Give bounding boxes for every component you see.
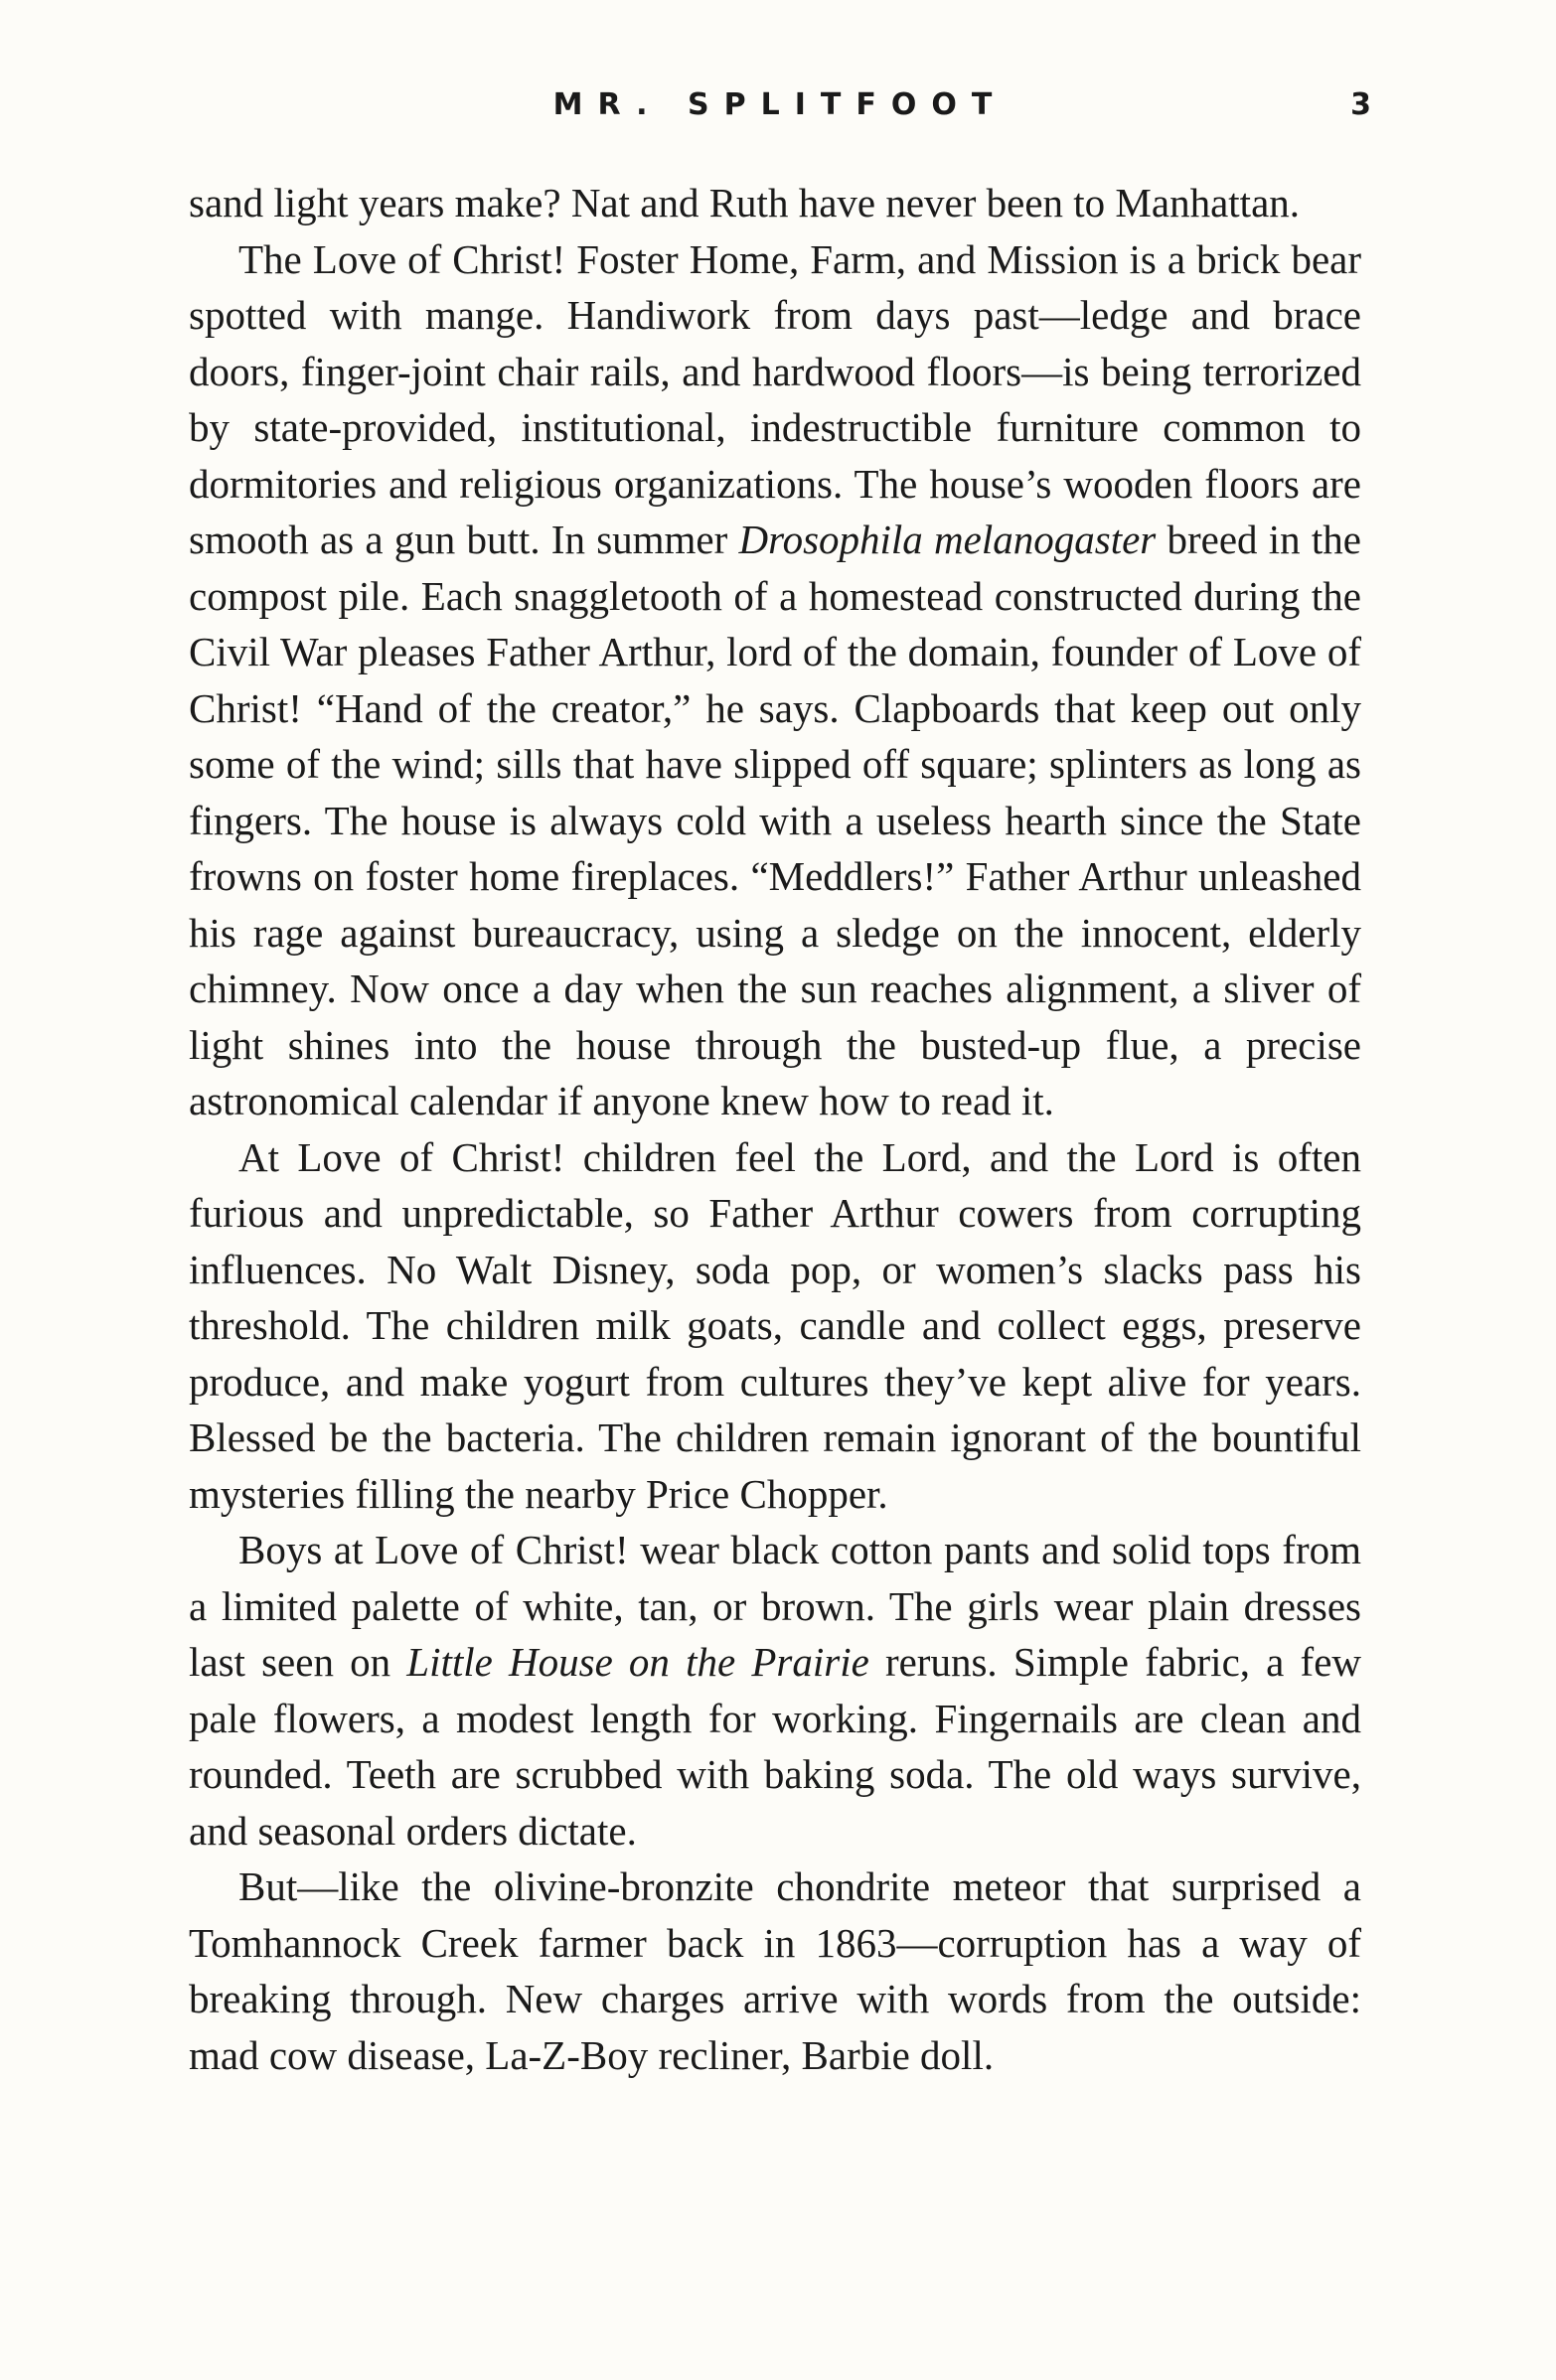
running-head <box>189 79 1371 131</box>
paragraph-3 <box>189 1129 1361 1523</box>
page-number: 3 <box>1350 87 1371 122</box>
paragraph-4 <box>189 1522 1361 1859</box>
paragraph-2-text-b: breed in the compost pile. Each snaggletooth of a homestead constructed during the Civil War pleases Father Arthur, lord of the domain, founder of Love of Christ! “Hand of the creator,” he says. Clapboards that keep out only some of the wind; sills that have slipped off square; splinters as long as fingers. The house is always cold with a useless hearth since the State frowns on foster home fireplaces. “Meddlers!” Father Arthur unleashed his rage against bureaucracy, using a sledge on the innocent, elderly chimney. Now once a day when the sun reaches alignment, a sliver of light shines into the house through the busted-up flue, a precise astronomical calendar if anyone knew how to read it. <box>189 517 1361 1123</box>
species-name-italic: Drosophila melanogaster <box>738 517 1157 562</box>
tv-title-italic: Little House on the Prairie <box>406 1639 869 1685</box>
paragraph-2 <box>189 231 1361 1129</box>
paragraph-3-text: At Love of Christ! children feel the Lord, and the Lord is often furious and unpredictable, so Father Arthur cowers from corrupting influences. No Walt Disney, soda pop, or women’s slacks pass his threshold. The children milk goats, candle and collect eggs, preserve produce, and make yogurt from cultures they’ve kept alive for years. Blessed be the bacteria. The children remain ignorant of the bountiful mysteries filling the nearby Price Chopper. <box>189 1133 1361 1517</box>
paragraph-5 <box>189 1859 1361 2083</box>
paragraph-1-text: sand light years make? Nat and Ruth have never been to Manhattan. <box>189 180 1301 225</box>
paragraph-5-text: But—like the olivine-bronzite chondrite meteor that surprised a Tomhannock Creek farmer back in 1863—corruption has a way of breaking through. New charges arrive with words from the outside: mad cow disease, La-Z-Boy recliner, Barbie doll. <box>189 1863 1361 2078</box>
paragraph-4-text-b: reruns. Simple fabric, a few pale flowers, a modest length for working. Fingernails are clean and rounded. Teeth are scrubbed with baking soda. The old ways survive, and seasonal orders dictate. <box>189 1639 1361 1854</box>
running-title: MR. SPLITFOOT <box>552 87 1008 122</box>
paragraph-2-text-a: The Love of Christ! Foster Home, Farm, and Mission is a brick bear spotted with mange. Handiwork from days past—ledge and brace doors, finger-joint chair rails, and hardwood floors—is being terrorized by state-provided, institutional, indestructible furniture common to dormitories and religious organizations. The house’s wooden floors are smooth as a gun butt. In summer <box>189 235 1361 562</box>
paragraph-4-text-a: Boys at Love of Christ! wear black cotton pants and solid tops from a limited palette of white, tan, or brown. The girls wear plain dresses last seen on <box>189 1527 1361 1685</box>
body-text <box>189 175 1361 2083</box>
paragraph-1 <box>189 175 1361 231</box>
